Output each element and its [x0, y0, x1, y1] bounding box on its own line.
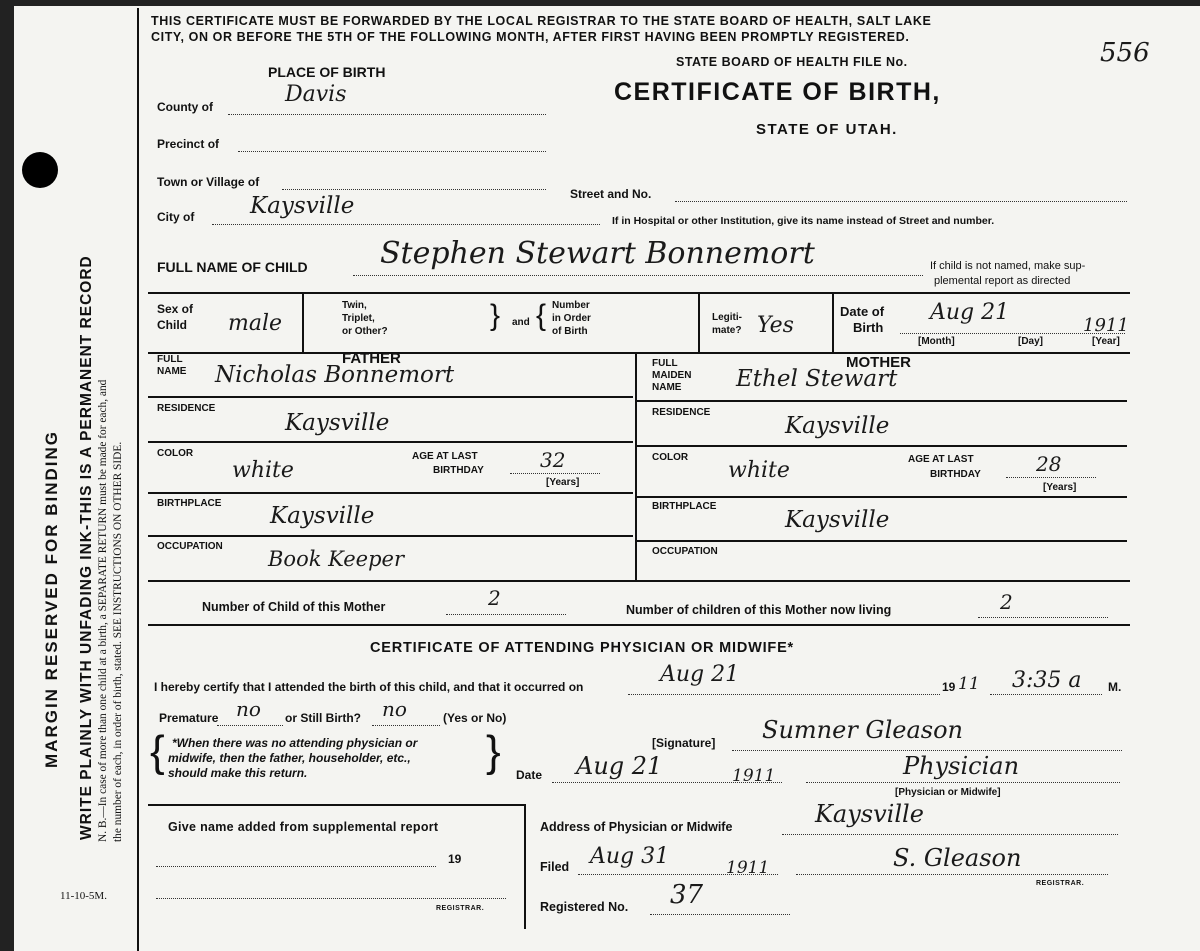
title-value: Physician: [903, 752, 1020, 780]
mother-years-label: [Years]: [1043, 482, 1077, 493]
brace-note-left: {: [150, 727, 165, 776]
sex-label-1: Sex of: [157, 302, 194, 316]
rule-mother-4: [637, 540, 1127, 542]
father-residence-label: RESIDENCE: [157, 403, 216, 414]
date-label: Date: [516, 768, 543, 782]
margin-instructions-line-1: N. B.—In case of more than one child at a birth, a SEPARATE RETURN must be made for each, and: [97, 379, 109, 842]
mother-age-label-2: BIRTHDAY: [930, 469, 981, 480]
certify-text: I hereby certify that I attended the birth of this child, and that it occurred on: [154, 680, 584, 694]
filed-value: Aug 31: [590, 844, 670, 869]
twin-label-2: Triplet,: [342, 313, 375, 324]
year-label: [Year]: [1092, 336, 1120, 347]
file-number-value: 556: [1100, 38, 1150, 68]
margin-binding-text: MARGIN RESERVED FOR BINDING: [42, 430, 61, 768]
date-year: 1911: [732, 766, 776, 786]
supplement-registrar: REGISTRAR.: [436, 905, 485, 912]
registrar-label: REGISTRAR.: [1036, 880, 1085, 887]
margin-instructions: [96, 380, 126, 842]
registered-line: [650, 914, 790, 915]
mother-age-label-1: AGE AT LAST: [908, 454, 974, 465]
child-name-label: FULL NAME OF CHILD: [157, 259, 308, 275]
rule-supplement-top: [148, 804, 526, 806]
still-birth-label: or Still Birth?: [285, 711, 361, 725]
city-value: Kaysville: [250, 193, 355, 219]
rule-mother-3: [637, 496, 1127, 498]
living-line: [978, 617, 1108, 618]
hospital-note: If in Hospital or other Institution, give its name instead of Street and number.: [612, 215, 995, 227]
street-label: Street and No.: [570, 187, 652, 201]
father-birthplace-label: BIRTHPLACE: [157, 498, 222, 509]
rule-order-divider: [698, 292, 700, 352]
rule-child-top: [148, 292, 1130, 294]
town-line: [282, 189, 546, 190]
mother-maiden-label: MAIDEN: [652, 370, 692, 381]
living-value: 2: [1000, 590, 1013, 614]
day-label: [Day]: [1018, 336, 1044, 347]
mother-occupation-label: OCCUPATION: [652, 546, 718, 557]
certify-time-line: [990, 694, 1102, 695]
margin-instructions-line-2: the number of each, in order of birth, stated. SEE INSTRUCTIONS ON OTHER SIDE.: [112, 441, 124, 842]
father-years-label: [Years]: [546, 477, 580, 488]
premature-line: [217, 725, 283, 726]
sex-label-2: Child: [157, 318, 187, 332]
county-value: Davis: [285, 82, 347, 107]
mother-birthplace-value: Kaysville: [785, 507, 890, 533]
town-label: Town or Village of: [157, 175, 260, 189]
child-number-line: [446, 614, 566, 615]
notice-line-2: CITY, ON OR BEFORE THE 5TH OF THE FOLLOWING MONTH, AFTER FIRST HAVING BEEN PROMPTLY REGISTERED.: [151, 30, 910, 44]
mother-age-line: [1006, 477, 1096, 478]
note-line-2: midwife, then the father, householder, etc.,: [168, 751, 411, 765]
address-line: [782, 834, 1118, 835]
supplement-label: Give name added from supplemental report: [168, 820, 439, 834]
mother-name-value: Ethel Stewart: [736, 366, 898, 392]
father-birthplace-value: Kaysville: [270, 503, 375, 529]
child-name-line: [353, 275, 923, 276]
registrar-signature: S. Gleason: [893, 844, 1022, 872]
brace-number: {: [536, 299, 547, 332]
city-label: City of: [157, 210, 195, 224]
address-value: Kaysville: [815, 800, 924, 828]
mother-residence-value: Kaysville: [785, 413, 890, 439]
father-occupation-label: OCCUPATION: [157, 541, 223, 552]
legit-label-1: Legiti-: [712, 312, 742, 323]
mother-residence-label: RESIDENCE: [652, 407, 711, 418]
mother-color-value: white: [728, 458, 790, 483]
registered-label: Registered No.: [540, 900, 629, 914]
rule-father-2: [148, 441, 633, 443]
rule-legit-divider: [832, 292, 834, 352]
child-name-value: Stephen Stewart Bonnemort: [380, 236, 815, 271]
filed-label: Filed: [540, 860, 570, 874]
rule-parents-divider: [635, 352, 637, 582]
certificate-title: CERTIFICATE OF BIRTH,: [614, 78, 941, 106]
mother-age-value: 28: [1036, 452, 1062, 476]
father-age-label-2: BIRTHDAY: [433, 465, 484, 476]
supplement-year: 19: [448, 852, 462, 866]
mother-name-label: NAME: [652, 382, 682, 393]
rule-child-bottom: [148, 352, 1130, 354]
child-number-label: Number of Child of this Mother: [202, 600, 386, 614]
filed-year: 1911: [726, 858, 770, 878]
rule-supplement-right: [524, 804, 526, 929]
and-label: and: [512, 317, 530, 328]
certify-date: Aug 21: [660, 662, 740, 687]
father-name-label: NAME: [157, 366, 187, 377]
child-number-value: 2: [488, 586, 501, 610]
precinct-line: [238, 151, 546, 152]
state-label: STATE OF UTAH.: [756, 121, 898, 138]
father-age-line: [510, 473, 600, 474]
yes-no-label: (Yes or No): [443, 711, 507, 725]
place-of-birth-heading: PLACE OF BIRTH: [268, 64, 386, 80]
father-age-label-1: AGE AT LAST: [412, 451, 478, 462]
rule-parents-bottom: [148, 580, 1130, 582]
certify-year: 19: [942, 680, 956, 694]
note-line-1: *When there was no attending physician or: [172, 736, 418, 750]
dob-label-2: Birth: [853, 320, 884, 335]
margin-ink-text: WRITE PLAINLY WITH UNFADING INK-THIS IS A PERMANENT RECORD: [78, 255, 95, 840]
still-birth-line: [372, 725, 440, 726]
dob-label-1: Date of: [840, 304, 885, 319]
mother-full-label: FULL: [652, 358, 678, 369]
father-heading: FATHER: [342, 350, 401, 367]
form-code: 11-10-5M.: [60, 890, 107, 902]
rule-father-1: [148, 396, 633, 398]
twin-label-3: or Other?: [342, 326, 388, 337]
unnamed-note-1: If child is not named, make sup-: [930, 260, 1086, 272]
binding-margin-line: [137, 8, 139, 951]
precinct-label: Precinct of: [157, 137, 220, 151]
brace-twin: }: [490, 299, 501, 332]
father-color-value: white: [232, 458, 294, 483]
father-name-value: Nicholas Bonnemort: [215, 362, 455, 388]
number-label-1: Number: [552, 300, 590, 311]
address-label: Address of Physician or Midwife: [540, 820, 733, 834]
title-label: [Physician or Midwife]: [895, 787, 1001, 798]
registered-value: 37: [670, 880, 704, 910]
still-birth-value: no: [382, 697, 407, 721]
county-label: County of: [157, 100, 213, 114]
date-value: Aug 21: [576, 752, 663, 780]
rule-father-4: [148, 535, 633, 537]
brace-note-right: }: [486, 727, 501, 776]
scan-edge-top: [0, 0, 1200, 6]
note-line-3: should make this return.: [168, 766, 308, 780]
number-label-2: in Order: [552, 313, 591, 324]
county-line: [228, 114, 546, 115]
month-label: [Month]: [918, 336, 955, 347]
supplement-line-2: [156, 898, 506, 899]
number-label-3: of Birth: [552, 326, 588, 337]
binding-hole: [22, 152, 58, 188]
rule-mother-2: [637, 445, 1127, 447]
notice-line-1: THIS CERTIFICATE MUST BE FORWARDED BY THE LOCAL REGISTRAR TO THE STATE BOARD OF HEALTH, SALT LAKE: [151, 14, 932, 28]
father-color-label: COLOR: [157, 448, 194, 459]
father-occupation-value: Book Keeper: [268, 547, 405, 571]
mother-heading: MOTHER: [846, 354, 911, 371]
certify-time: 3:35 a: [1012, 668, 1082, 693]
certify-year-hand: 11: [958, 674, 980, 694]
file-number-label: STATE BOARD OF HEALTH FILE No.: [676, 55, 908, 69]
sex-value: male: [228, 311, 283, 336]
signature-label: [Signature]: [652, 736, 716, 750]
street-line: [675, 201, 1127, 202]
living-label: Number of children of this Mother now living: [626, 603, 892, 617]
premature-value: no: [236, 697, 261, 721]
mother-color-label: COLOR: [652, 452, 689, 463]
m-label: M.: [1108, 680, 1122, 694]
dob-year: 1911: [1083, 315, 1129, 336]
mother-birthplace-label: BIRTHPLACE: [652, 501, 717, 512]
city-line: [212, 224, 600, 225]
twin-label-1: Twin,: [342, 300, 367, 311]
father-residence-value: Kaysville: [285, 410, 390, 436]
unnamed-note-2: plemental report as directed: [934, 275, 1071, 287]
scan-edge-left: [0, 0, 14, 951]
legit-value: Yes: [757, 313, 794, 338]
legit-label-2: mate?: [712, 325, 742, 336]
supplement-line-1: [156, 866, 436, 867]
title-line: [806, 782, 1120, 783]
dob-value: Aug 21: [930, 300, 1010, 325]
rule-sex-divider: [302, 292, 304, 352]
signature-value: Sumner Gleason: [762, 716, 963, 744]
father-full-label: FULL: [157, 354, 183, 365]
father-age-value: 32: [540, 448, 566, 472]
rule-physician-top: [148, 624, 1130, 626]
physician-heading: CERTIFICATE OF ATTENDING PHYSICIAN OR MIDWIFE*: [370, 640, 794, 656]
signature-line: [732, 750, 1122, 751]
rule-father-3: [148, 492, 633, 494]
premature-label: Premature: [159, 711, 219, 725]
rule-mother-1: [637, 400, 1127, 402]
registrar-line: [796, 874, 1108, 875]
certify-date-line: [628, 694, 940, 695]
